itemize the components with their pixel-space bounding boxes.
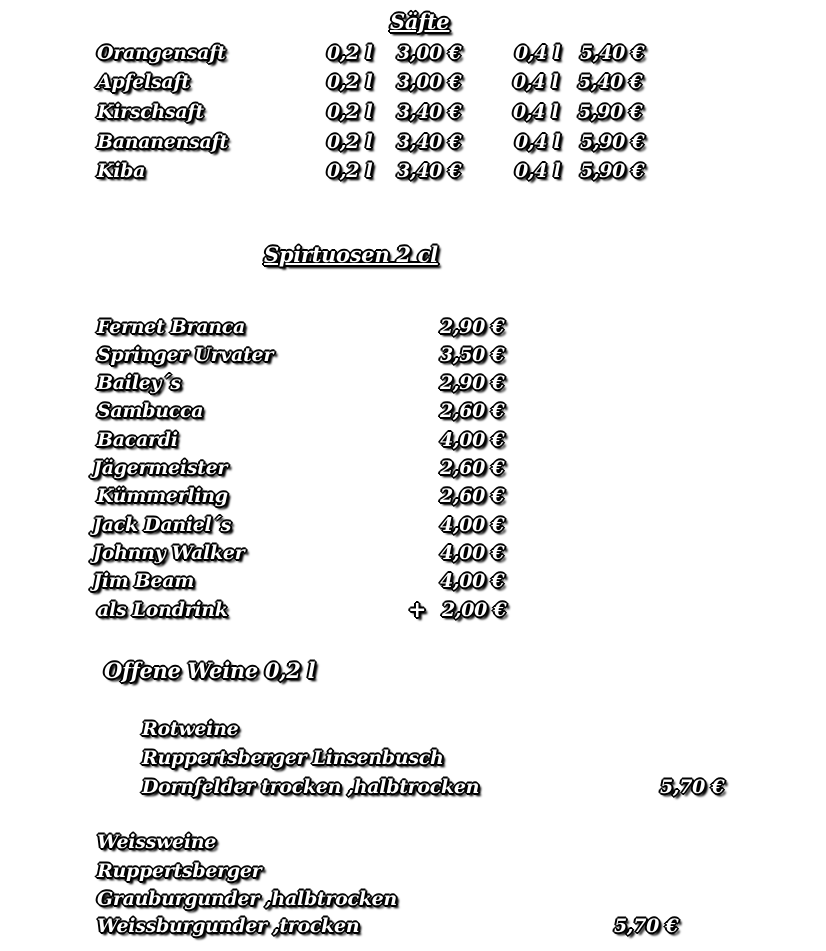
spirit-price: 3,50 € [440, 344, 505, 366]
saft-size-large: 0,4 l [515, 131, 561, 153]
saft-price-large: 5,90 € [578, 101, 643, 123]
saft-name: Kiba [97, 160, 146, 182]
weissweine-item: Grauburgunder ,halbtrocken [97, 888, 397, 910]
saft-size-large: 0,4 l [513, 71, 559, 93]
saft-price-large: 5,40 € [578, 71, 643, 93]
weissweine-price: 5,70 € [614, 915, 679, 937]
spirit-price: 2,60 € [440, 485, 505, 507]
saft-price-small: 3,40 € [397, 160, 462, 182]
rotweine-price: 5,70 € [660, 776, 725, 798]
saft-name: Orangensaft [97, 42, 226, 64]
spirit-name: Kümmerling [97, 485, 228, 507]
spirit-price: 2,60 € [440, 400, 505, 422]
saft-price-small: 3,00 € [397, 42, 462, 64]
spirit-price: 4,00 € [440, 570, 505, 592]
spirit-name: Bailey´s [97, 372, 181, 394]
saft-size-small: 0,2 l [327, 101, 373, 123]
spirit-name: Johnny Walker [93, 542, 245, 564]
spirit-price: 2,60 € [440, 457, 505, 479]
spirit-name: Bacardi [97, 429, 178, 451]
longdrink-price: 2,00 € [442, 599, 507, 621]
saft-size-large: 0,4 l [515, 42, 561, 64]
saft-price-small: 3,40 € [397, 101, 462, 123]
saft-price-large: 5,40 € [580, 42, 645, 64]
spirit-price: 4,00 € [440, 542, 505, 564]
saft-size-large: 0,4 l [515, 160, 561, 182]
rotweine-item: Dornfelder trocken ,halbtrocken [142, 776, 480, 798]
rotweine-producer: Ruppertsberger Linsenbusch [142, 747, 444, 769]
weissweine-producer: Ruppertsberger [97, 860, 262, 882]
spirit-price: 4,00 € [440, 429, 505, 451]
saft-size-small: 0,2 l [327, 160, 373, 182]
spirit-name: Sambucca [97, 400, 204, 422]
saft-name: Kirschsaft [97, 101, 204, 123]
saft-size-small: 0,2 l [327, 131, 373, 153]
saft-price-small: 3,00 € [397, 71, 462, 93]
spirit-name: Springer Urvater [97, 344, 274, 366]
longdrink-label: als Londrink [97, 599, 228, 621]
spirit-name: Jägermeister [93, 457, 228, 479]
weine-title: Offene Weine 0,2 l [104, 658, 316, 683]
plus-sign: + [408, 597, 427, 623]
spirit-name: Jim Beam [93, 570, 195, 592]
weissweine-item: Weissburgunder ,trocken [97, 915, 360, 937]
spirit-price: 4,00 € [440, 514, 505, 536]
spirit-name: Jack Daniel´s [93, 514, 232, 536]
saft-price-large: 5,90 € [580, 131, 645, 153]
weissweine-heading: Weissweine [97, 831, 217, 853]
saefte-title: Säfte [390, 9, 450, 34]
rotweine-heading: Rotweine [142, 718, 239, 740]
saft-size-large: 0,4 l [513, 101, 559, 123]
spirit-price: 2,90 € [440, 316, 505, 338]
saft-size-small: 0,2 l [327, 42, 373, 64]
saft-price-large: 5,90 € [580, 160, 645, 182]
spirituosen-title: Spirtuosen 2 cl [264, 242, 438, 267]
saft-name: Apfelsaft [97, 71, 190, 93]
saft-size-small: 0,2 l [327, 71, 373, 93]
saft-price-small: 3,40 € [397, 131, 462, 153]
saft-name: Bananensaft [97, 131, 228, 153]
spirit-name: Fernet Branca [97, 316, 246, 338]
spirit-price: 2,90 € [440, 372, 505, 394]
